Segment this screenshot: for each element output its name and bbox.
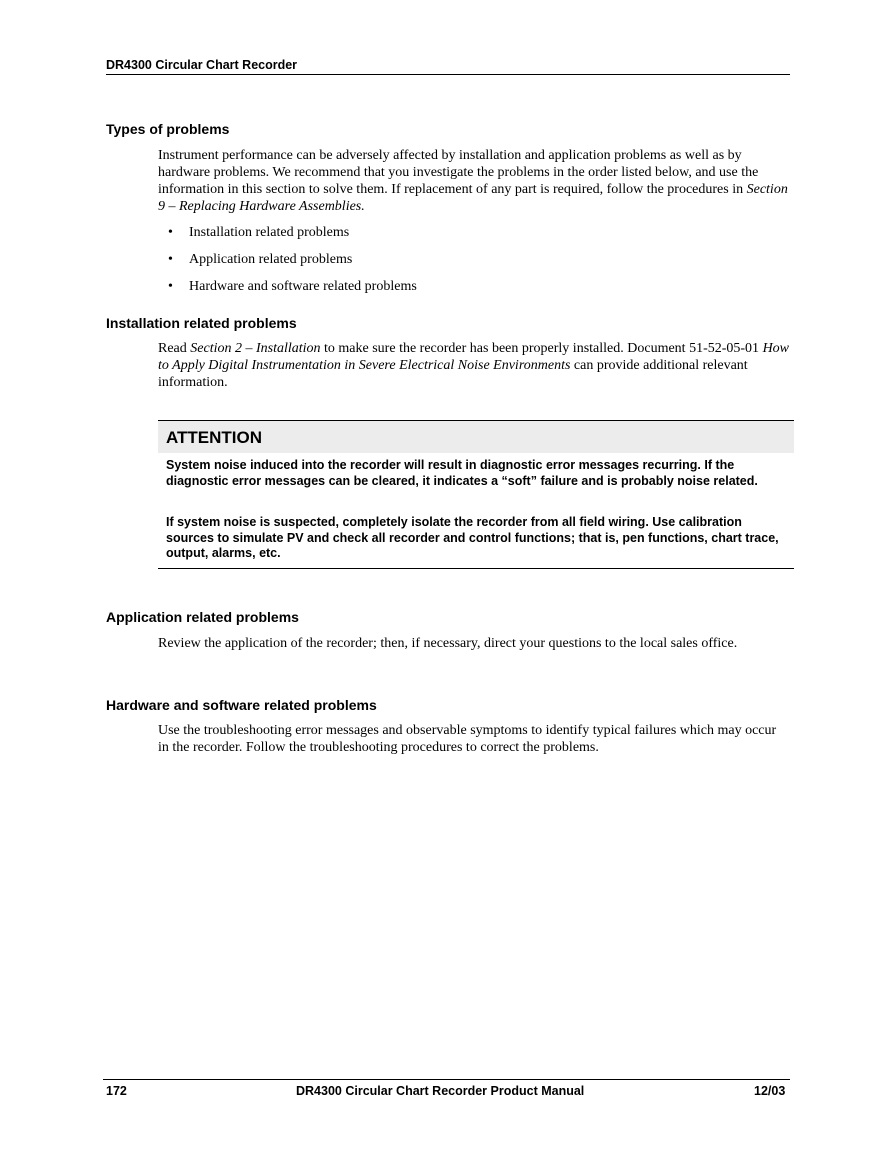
list-item-label: Application related problems <box>189 252 353 267</box>
footer-date: 12/03 <box>754 1084 786 1098</box>
running-header: DR4300 Circular Chart Recorder <box>106 58 790 75</box>
attention-paragraph-2: If system noise is suspected, completely isolate the recorder from all field wiring. Use calibration sources to simulate PV and check all recorder and control functions; that is, pen functions, chart trace, output, alarms, etc. <box>166 515 779 560</box>
installation-body-paragraph <box>158 340 790 391</box>
problem-types-list <box>158 224 417 305</box>
noise-document-reference: How to Apply Digital Instrumentation in Severe Electrical Noise Environments <box>158 341 790 373</box>
installation-text-pre: Read <box>158 341 187 356</box>
installation-text-mid: to make sure the recorder has been properly installed. Document 51-52-05-01 <box>324 341 760 356</box>
hardware-body: Use the troubleshooting error messages and observable symptoms to identify typical failures which may occur in the recorder. Follow the troubleshooting procedures to correct the problems. <box>158 723 777 755</box>
types-body-paragraph <box>158 147 790 215</box>
footer-title: DR4300 Circular Chart Recorder Product Manual <box>296 1084 585 1098</box>
footer-rule <box>103 1079 790 1080</box>
attention-paragraph-1: System noise induced into the recorder will result in diagnostic error messages recurring. If the diagnostic error messages can be cleared, it indicates a “soft” failure and is probably noise related. <box>166 458 758 488</box>
heading-hardware-software-problems: Hardware and software related problems <box>106 697 377 713</box>
bullet-icon: • <box>168 279 173 294</box>
types-body-reference: Section 9 – Replacing Hardware Assemblies. <box>158 182 788 214</box>
application-body: Review the application of the recorder; then, if necessary, direct your questions to the local sales office. <box>158 636 738 651</box>
heading-installation-problems: Installation related problems <box>106 315 297 331</box>
list-item-label: Installation related problems <box>189 225 350 240</box>
installation-reference: Section 2 – Installation <box>190 341 321 356</box>
heading-types-of-problems: Types of problems <box>106 121 230 137</box>
list-item-label: Hardware and software related problems <box>189 279 417 294</box>
list-item <box>158 278 417 305</box>
bullet-icon: • <box>168 225 173 240</box>
attention-box <box>158 420 794 569</box>
page-number: 172 <box>106 1084 127 1098</box>
types-body-text: Instrument performance can be adversely affected by installation and application problems as well as by hardware problems. We recommend that you investigate the problems in the order listed below, and use the information in this section to solve them. If replacement of any part is required, follow the procedures in <box>158 148 759 197</box>
attention-title: ATTENTION <box>166 428 263 447</box>
bullet-icon: • <box>168 252 173 267</box>
heading-application-problems: Application related problems <box>106 609 299 625</box>
list-item <box>158 251 417 278</box>
installation-text-post: can provide additional relevant information. <box>158 358 748 390</box>
list-item <box>158 224 417 251</box>
